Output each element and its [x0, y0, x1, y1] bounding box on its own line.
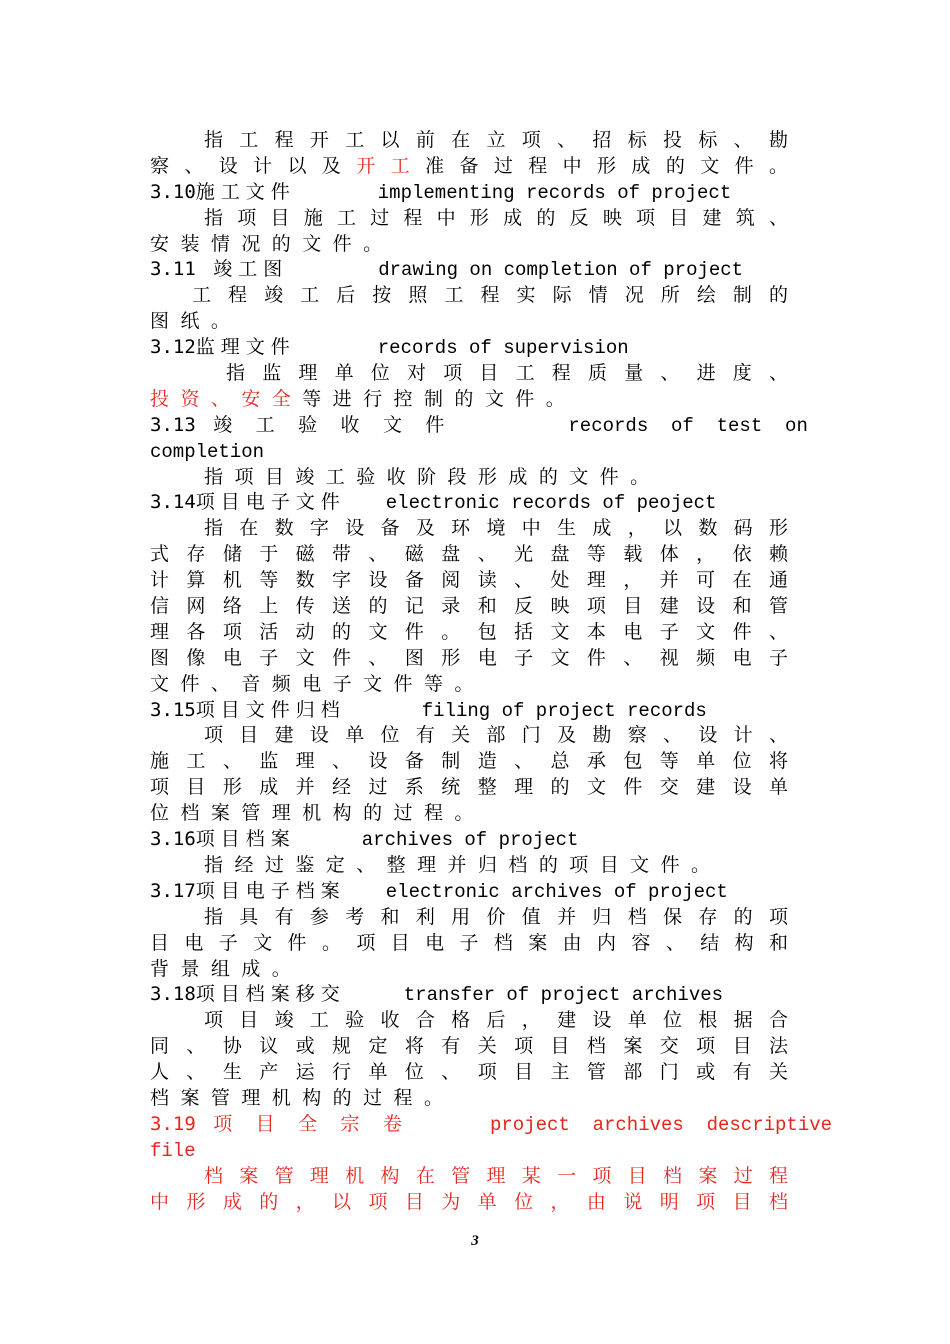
text-segment: 指 经 过 鉴 定 、 整 理 并 归 档 的 项 目 文 件 。 [204, 853, 711, 876]
term-number: 3.11 [150, 258, 196, 281]
page-number: 3 [471, 1233, 479, 1249]
text-segment: 图​像​电​子​文​件​、​图​形​电​子​文​件​、​视​频​电​子 [150, 646, 790, 669]
text-segment: 项​目​形​成​并​经​过​系​统​整​理​的​文​件​交​建​设​单 [150, 776, 790, 799]
text-segment: 指 项 目 竣 工 验 收 阶 段 形 成 的 文 件 。 [204, 465, 650, 488]
document-body [150, 128, 833, 1215]
text-segment: 项​目​竣​工​验​收​合​格​后​，​建​设​单​位​根​据​合 [204, 1009, 790, 1032]
text-line [150, 646, 790, 672]
text-line [150, 387, 790, 413]
text-segment: 指​项​目​施​工​过​程​中​形​成​的​反​映​项​目​建​筑​、 [204, 206, 790, 229]
text-line [150, 1034, 790, 1060]
text-line [150, 154, 790, 180]
text-line [150, 905, 790, 931]
text-line [150, 1060, 790, 1086]
text-line [150, 309, 790, 335]
text-segment: 背 景 组 成 。 [150, 957, 291, 980]
text-line [150, 1086, 790, 1112]
term-heading [150, 490, 790, 516]
text-segment: 工​程​竣​工​后​按​照​工​程​实​际​情​况​所​绘​制​的 [192, 284, 790, 307]
term-english: electronic archives of project [385, 880, 728, 903]
text-segment: 指​工​程​开​工​以​前​在​立​项​、​招​标​投​标​、​勘 [204, 129, 790, 151]
term-number: 3.19 [150, 1112, 196, 1135]
term-english: records of supervision [377, 337, 629, 360]
text-segment: 准​备​过​程​中​形​成​的​文​件​。 [425, 154, 790, 177]
term-heading [150, 180, 790, 206]
term-english: transfer of project archives [403, 984, 724, 1007]
text-line [150, 568, 790, 594]
text-line [150, 1164, 790, 1190]
text-line [150, 542, 790, 568]
text-line [150, 1008, 790, 1034]
text-segment: 施​工​、​监​理​、​设​备​制​造​、​总​承​包​等​单​位​将 [150, 750, 790, 773]
text-segment: completion [150, 440, 265, 463]
text-segment: 档​案​管​理​机​构​在​管​理​某​一​项​目​档​案​过​程 [204, 1164, 790, 1187]
text-line [150, 957, 790, 983]
term-number: 3.17 [150, 879, 196, 902]
text-line [150, 361, 790, 387]
text-segment: 开​工 [356, 154, 426, 177]
text-segment: 文 件 、 音 频 电 子 文 件 等 。 [150, 672, 474, 695]
term-chinese: 项 目 全 宗 卷 [195, 1112, 408, 1135]
text-segment: 式​存​储​于​磁​带​、​磁​盘​、​光​盘​等​载​体​，​依​赖 [150, 543, 790, 566]
text-line [150, 128, 790, 154]
term-chinese: 竣 工 验 收 文 件 [195, 413, 451, 436]
term-heading [150, 698, 790, 724]
term-chinese: 项目电子档案 [195, 879, 346, 902]
text-line [150, 1138, 790, 1164]
text-segment: 指​监​理​单​位​对​项​目​工​程​质​量​、​进​度​、 [226, 362, 790, 385]
term-heading [150, 335, 790, 361]
term-heading [150, 1112, 833, 1138]
text-segment: 项​目​建​设​单​位​有​关​部​门​及​勘​察​、​设​计​、 [204, 724, 790, 747]
text-segment: 投 资 、 安 全 [150, 387, 291, 410]
text-segment: 等 进 行 控 制 的 文 件 。 [290, 387, 565, 410]
term-heading [150, 413, 808, 439]
text-line [150, 723, 790, 749]
term-chinese: 项目文件归档 [195, 698, 346, 721]
term-chinese: 施工文件 [195, 180, 296, 203]
term-number: 3.10 [150, 180, 196, 203]
term-heading [150, 879, 790, 905]
term-heading [150, 257, 790, 283]
term-number: 3.15 [150, 698, 196, 721]
text-segment: 同​、​协​议​或​规​定​将​有​关​项​目​档​案​交​项​目​法 [150, 1035, 790, 1058]
text-segment: 档 案 管 理 机 构 的 过 程 。 [150, 1086, 443, 1109]
term-chinese: 项目电子文件 [195, 491, 346, 514]
text-segment: 计​算​机​等​数​字​设​备​阅​读​、​处​理​，​并​可​在​通 [150, 569, 790, 592]
text-line [150, 775, 790, 801]
term-number: 3.12 [150, 336, 196, 359]
term-english: electronic records of peoject [385, 492, 717, 515]
term-heading [150, 827, 790, 853]
text-segment: 图 纸 。 [150, 310, 230, 333]
text-line [150, 853, 790, 879]
text-segment: file [150, 1139, 196, 1162]
text-segment: 位 档 案 管 理 机 构 的 过 程 。 [150, 802, 474, 825]
term-heading [150, 982, 790, 1008]
term-english: filing of project records [421, 699, 707, 722]
term-number: 3.14 [150, 491, 196, 514]
text-line [150, 465, 790, 491]
text-segment: 指​具​有​参​考​和​利​用​价​值​并​归​档​保​存​的​项 [204, 905, 790, 928]
term-number: 3.16 [150, 828, 196, 851]
text-line [150, 594, 790, 620]
text-segment: 目​电​子​文​件​。​项​目​电​子​档​案​由​内​容​、​结​构​和 [150, 931, 790, 954]
text-line [150, 801, 790, 827]
term-chinese: 监理文件 [195, 336, 296, 359]
text-segment: 察​、​设​计​以​及 [150, 154, 357, 177]
text-line [150, 749, 790, 775]
term-english: drawing on completion of project [378, 259, 744, 282]
text-segment: 安 装 情 况 的 文 件 。 [150, 232, 383, 255]
text-line [150, 439, 790, 465]
text-line [150, 931, 790, 957]
text-segment: 中​形​成​的​，​以​项​目​为​单​位​，​由​说​明​项​目​档 [150, 1190, 790, 1213]
text-line [150, 516, 790, 542]
term-english: records of test on [568, 414, 808, 437]
term-number: 3.13 [150, 413, 196, 436]
text-line [150, 1190, 790, 1216]
text-line [150, 283, 790, 309]
term-english: implementing records of project [377, 181, 732, 204]
text-segment: 指​在​数​字​设​备​及​环​境​中​生​成​，​以​数​码​形 [204, 517, 790, 540]
term-chinese: 竣工图 [195, 258, 289, 281]
term-english: project archives descriptive [489, 1113, 833, 1136]
text-segment: 人​、​生​产​运​行​单​位​、​项​目​主​管​部​门​或​有​关 [150, 1061, 790, 1084]
text-line [150, 232, 790, 258]
text-line [150, 672, 790, 698]
term-chinese: 项目档案 [195, 828, 296, 851]
term-chinese: 项目档案移交 [195, 983, 346, 1006]
text-line [150, 206, 790, 232]
term-number: 3.18 [150, 983, 196, 1006]
text-segment: 信​网​络​上​传​送​的​记​录​和​反​映​项​目​建​设​和​管 [150, 595, 790, 618]
text-line [150, 620, 790, 646]
term-english: archives of project [361, 829, 579, 852]
text-segment: 理​各​项​活​动​的​文​件​。​包​括​文​本​电​子​文​件​、 [150, 620, 790, 643]
